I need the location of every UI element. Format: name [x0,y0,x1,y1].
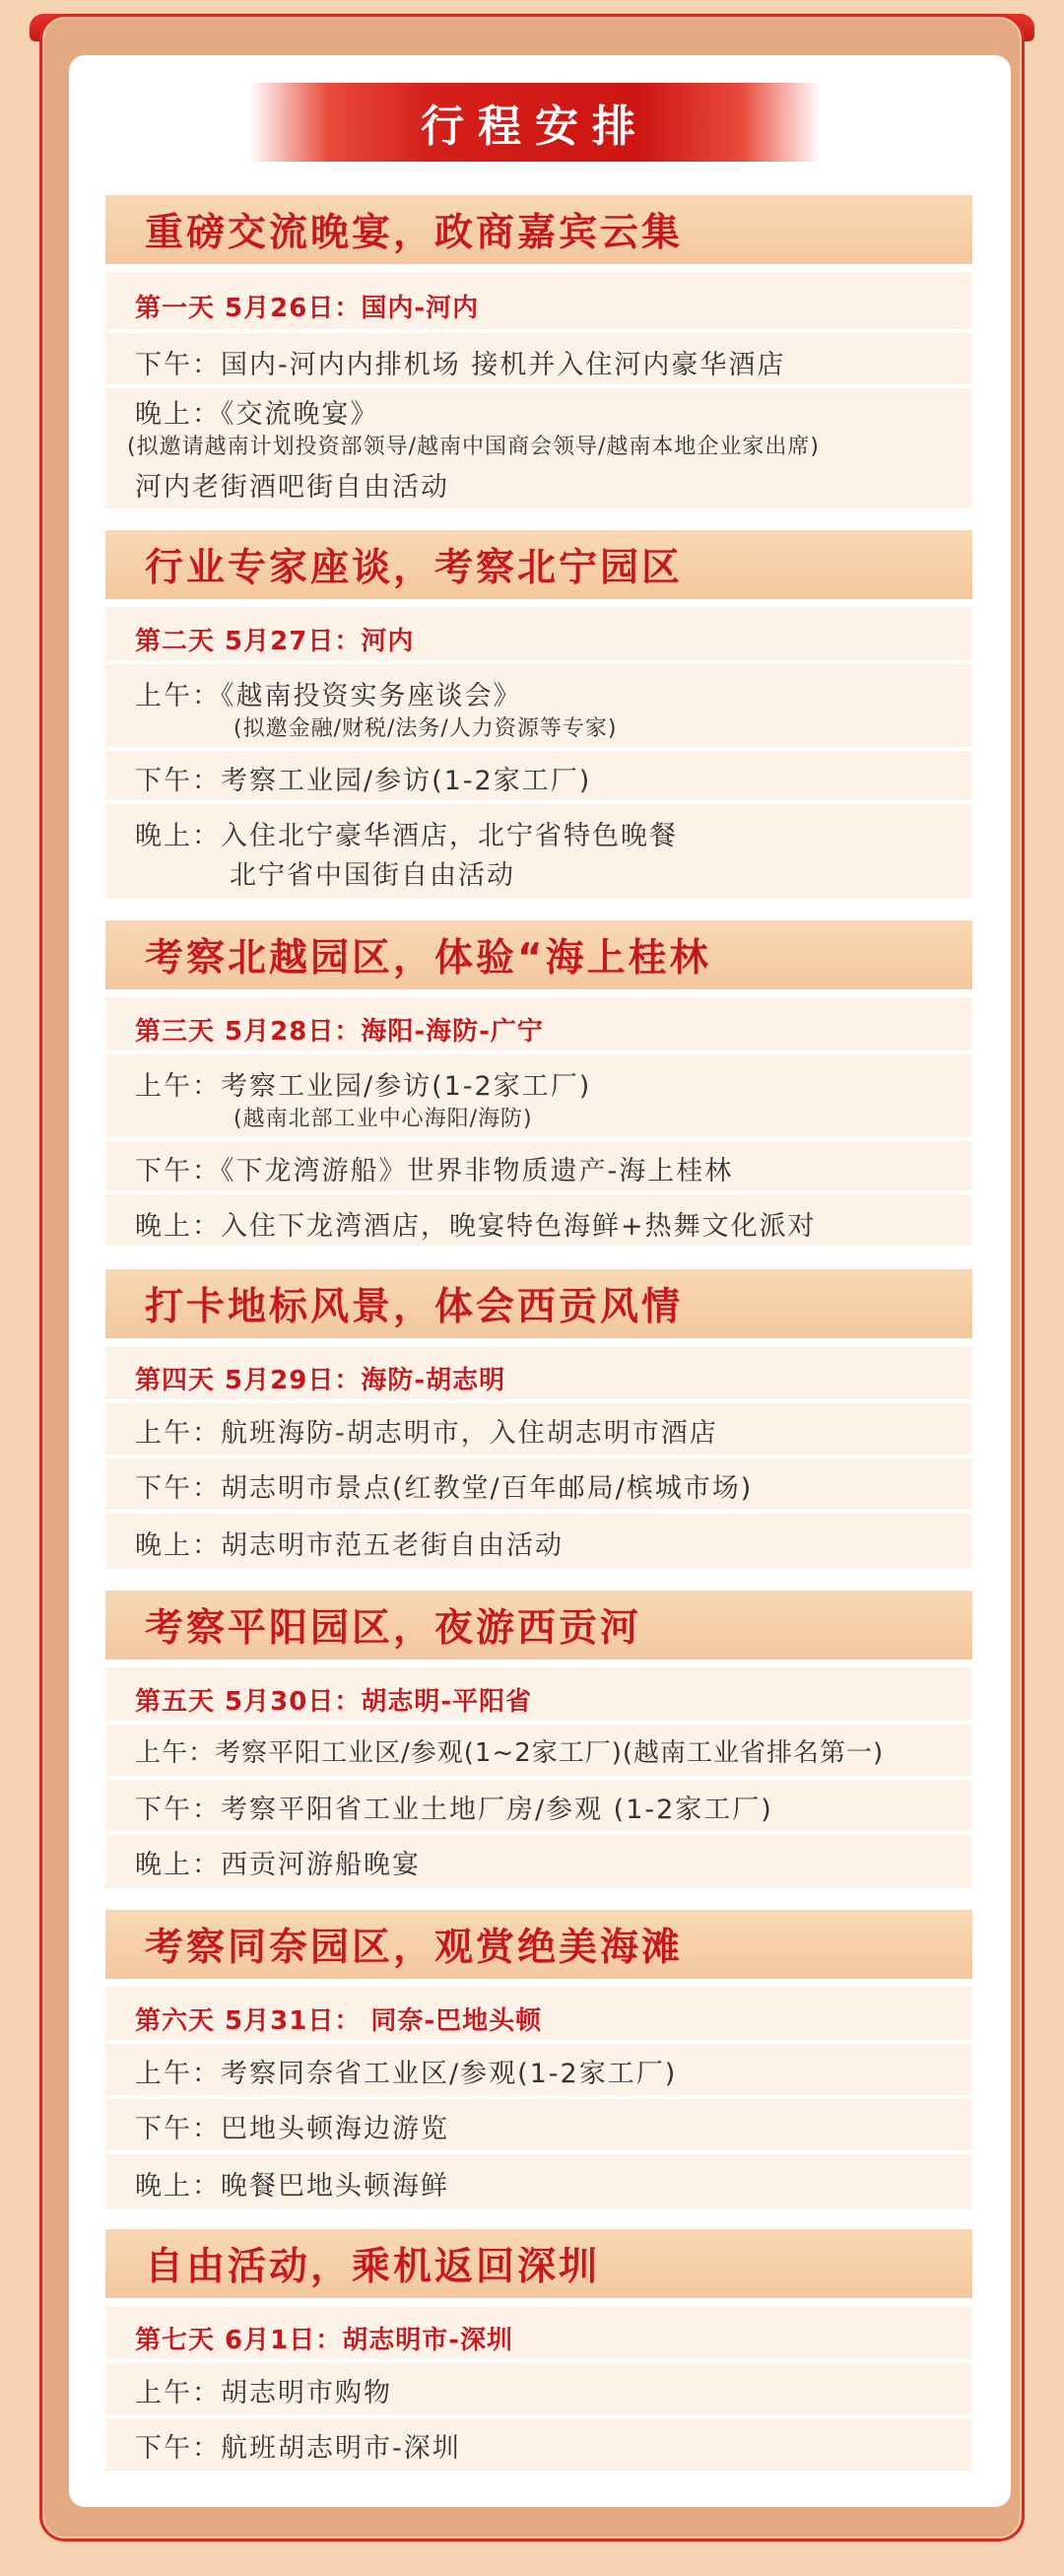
divider [105,1455,972,1458]
divider [105,1051,972,1054]
divider [105,1831,972,1835]
section-header-day1 [105,195,972,264]
schedule-line: 上午：《越南投资实务座谈会》 [135,681,522,712]
section-title: 自由活动，乘机返回深圳 [145,2245,601,2289]
section-body-day5 [105,1667,972,1888]
schedule-line: 下午：考察工业园/参访(1-2家工厂) [135,766,592,796]
section-body-day6 [105,1987,972,2209]
schedule-line: 下午：航班胡志明市-深圳 [135,2433,461,2464]
section-title: 行业专家座谈，考察北宁园区 [145,546,684,590]
section-body-day7 [105,2306,972,2472]
section-header-day7 [105,2229,972,2298]
day-label: 第四天 5月29日：海防-胡志明 [135,1366,506,1395]
schedule-line: 下午：巴地头顿海边游览 [135,2114,449,2144]
divider [105,1721,972,1725]
schedule-line: 晚上：晚餐巴地头顿海鲜 [135,2171,449,2202]
divider [105,1510,972,1514]
title-banner [249,83,821,162]
schedule-note: (越南北部工业中心海阳/海防) [233,1107,533,1131]
divider [105,747,972,751]
section-body-day2 [105,607,972,899]
schedule-line: 下午：胡志明市景点(红教堂/百年邮局/槟城市场) [135,1473,754,1504]
page-title: 行程安排 [421,102,649,152]
schedule-line: 晚上：《交流晚宴》 [135,399,379,430]
divider [105,2414,972,2418]
day-label: 第二天 5月27日：河内 [135,627,415,656]
section-title: 考察北越园区，体验“海上桂林 [145,936,711,981]
schedule-line: 下午：国内-河内内排机场 接机并入住河内豪华酒店 [135,350,786,380]
divider [105,2095,972,2099]
schedule-line: 晚上：入住北宁豪华酒店，北宁省特色晚餐 [135,821,678,851]
schedule-line: 上午：考察平阳工业区/参观(1~2家工厂)(越南工业省排名第一) [135,1738,885,1768]
section-header-day2 [105,530,972,599]
section-header-day3 [105,920,972,989]
schedule-line: 上午：胡志明市购物 [135,2378,392,2408]
section-body-day4 [105,1346,972,1569]
schedule-line: 晚上：西贡河游船晚宴 [135,1850,421,1880]
schedule-line: 北宁省中国街自由活动 [230,860,515,891]
schedule-note: (拟邀请越南计划投资部领导/越南中国商会领导/越南本地企业家出席) [127,435,820,459]
section-title: 考察平阳园区，夜游西贡河 [145,1606,642,1651]
schedule-line: 上午：考察工业园/参访(1-2家工厂) [135,1071,592,1102]
section-body-day1 [105,272,972,508]
divider [105,329,972,333]
section-title: 重磅交流晚宴，政商嘉宾云集 [145,211,684,255]
divider [105,1776,972,1780]
schedule-line: 下午：考察平阳省工业土地厂房/参观 (1-2家工厂) [135,1795,773,1825]
schedule-line: 晚上：入住下龙湾酒店，晚宴特色海鲜+热舞文化派对 [135,1211,817,1242]
schedule-note: (拟邀金融/财税/法务/人力资源等专家) [233,716,618,741]
day-label: 第六天 5月31日： 同奈-巴地头顿 [135,2006,543,2036]
section-body-day3 [105,997,972,1246]
section-title: 打卡地标风景，体会西贡风情 [145,1285,684,1329]
day-label: 第三天 5月28日：海阳-海防-广宁 [135,1017,544,1047]
divider [105,384,972,388]
divider [105,2359,972,2363]
schedule-line: 上午：考察同奈省工业区/参观(1-2家工厂) [135,2059,678,2089]
divider [105,1190,972,1194]
schedule-line: 河内老街酒吧街自由活动 [135,472,449,503]
day-label: 第一天 5月26日：国内-河内 [135,294,480,323]
schedule-line: 下午：《下龙湾游船》世界非物质遗产-海上桂林 [135,1156,734,1186]
section-header-day6 [105,1910,972,1979]
section-title: 考察同奈园区，观赏绝美海滩 [145,1926,684,1970]
day-label: 第五天 5月30日：胡志明-平阳省 [135,1687,533,1717]
schedule-line: 晚上：胡志明市范五老街自由活动 [135,1530,564,1561]
divider [105,2040,972,2044]
day-label: 第七天 6月1日：胡志明市-深圳 [135,2326,514,2355]
divider [105,800,972,804]
section-header-day5 [105,1591,972,1660]
divider [105,2150,972,2154]
section-header-day4 [105,1269,972,1338]
divider [105,660,972,664]
divider [105,1137,972,1141]
schedule-line: 上午：航班海防-胡志明市，入住胡志明市酒店 [135,1418,718,1449]
divider [105,1399,972,1403]
